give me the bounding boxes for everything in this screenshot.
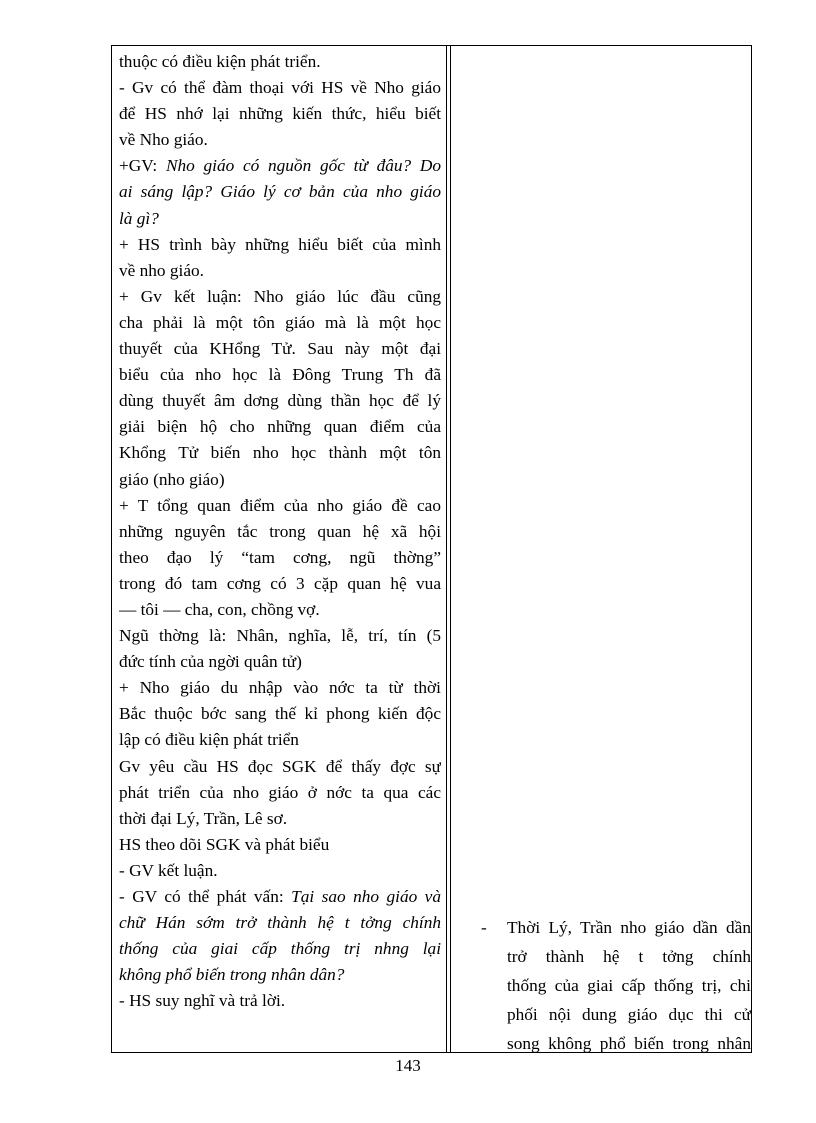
text-line: - HS suy nghĩ và trả lời. [119,991,286,1011]
content-line: phối nội dung giáo dục thi cử [507,1005,751,1024]
text-line: Bắc thuộc bớc sang thế kỉ phong kiến độc [119,704,441,724]
text-line: về Nho giáo. [119,130,208,150]
text-line: Ngũ thờng là: Nhân, nghĩa, lễ, trí, tín (5 [119,626,441,646]
text-line: chữ Hán sớm trở thành hệ t tởng chính [119,913,441,933]
text-line [119,153,441,179]
text-line: + Gv kết luận: Nho giáo lúc đầu cũng [119,286,441,306]
content-line: song không phổ biến trong nhân [507,1034,751,1053]
line-prefix: +GV: [119,156,166,176]
text-line: không phổ biến trong nhân dân? [119,965,345,985]
italic-question: Nho giáo có nguồn gốc từ đâu? Do [165,156,441,176]
text-line: là gì? [119,208,159,228]
content-column [450,46,751,1052]
text-line [119,884,441,910]
list-bullet: - [481,918,487,937]
text-line: + Nho giáo du nhập vào nớc ta từ thời [119,678,441,698]
lesson-table [111,45,752,1053]
text-line: + HS trình bày những hiểu biết của mình [119,234,441,254]
text-line: — tôi — cha, con, chồng vợ. [119,599,320,619]
text-line: về nho giáo. [119,260,204,280]
text-line: cha phải là một tôn giáo mà là một học [119,312,441,332]
text-line: Gv yêu cầu HS đọc SGK để thấy đợc sự [119,756,441,776]
text-line: ai sáng lập? Giáo lý cơ bản của nho giáo [119,182,441,202]
content-text [451,913,751,1058]
text-line: thuộc có điều kiện phát triển. [119,52,321,71]
text-line: + T tổng quan điểm của nho giáo đề cao [119,495,441,515]
text-line: đức tính của ngời quân tử) [119,652,302,672]
text-line: lập có điều kiện phát triển [119,730,299,750]
activities-column [112,46,447,1052]
text-line: HS theo dõi SGK và phát biểu [119,834,330,854]
text-line: trong đó tam cơng có 3 cặp quan hệ vua [119,573,441,593]
text-line: - GV kết luận. [119,860,218,880]
text-line: - Gv có thể đàm thoại với HS về Nho giáo [119,78,441,98]
content-line: trở thành hệ t tởng chính [507,947,751,966]
text-line: giáo (nho giáo) [119,469,225,489]
text-line: thời đại Lý, Trần, Lê sơ. [119,808,288,828]
line-prefix: - GV có thể phát vấn: [119,887,292,906]
text-line: theo đạo lý “tam cơng, ngũ thờng” [119,547,441,567]
text-line: để HS nhớ lại những kiến thức, hiểu biết [119,104,441,124]
text-line: Khổng Tử biến nho học thành một tôn [119,443,441,463]
text-line: những nguyên tắc trong quan hệ xã hội [119,521,441,541]
text-line: thuyết của KHổng Tử. Sau này một đại [119,339,441,359]
page-number: 143 [395,1056,421,1075]
italic-question: Tại sao nho giáo và [291,887,441,906]
text-line: dùng thuyết âm dơng dùng thần học để lý [119,391,441,411]
text-line: giải biện hộ cho những quan điểm của [119,417,441,437]
content-line: Thời Lý, Trần nho giáo dần dần [507,918,751,937]
activities-text [119,49,441,1014]
text-line: biểu của nho học là Đông Trung Th đã [119,365,441,385]
content-line: thống của giai cấp thống trị, chi [507,976,751,995]
text-line: thống của giai cấp thống trị nhng lại [119,939,441,959]
text-line: phát triển của nho giáo ở nớc ta qua các [119,782,441,802]
